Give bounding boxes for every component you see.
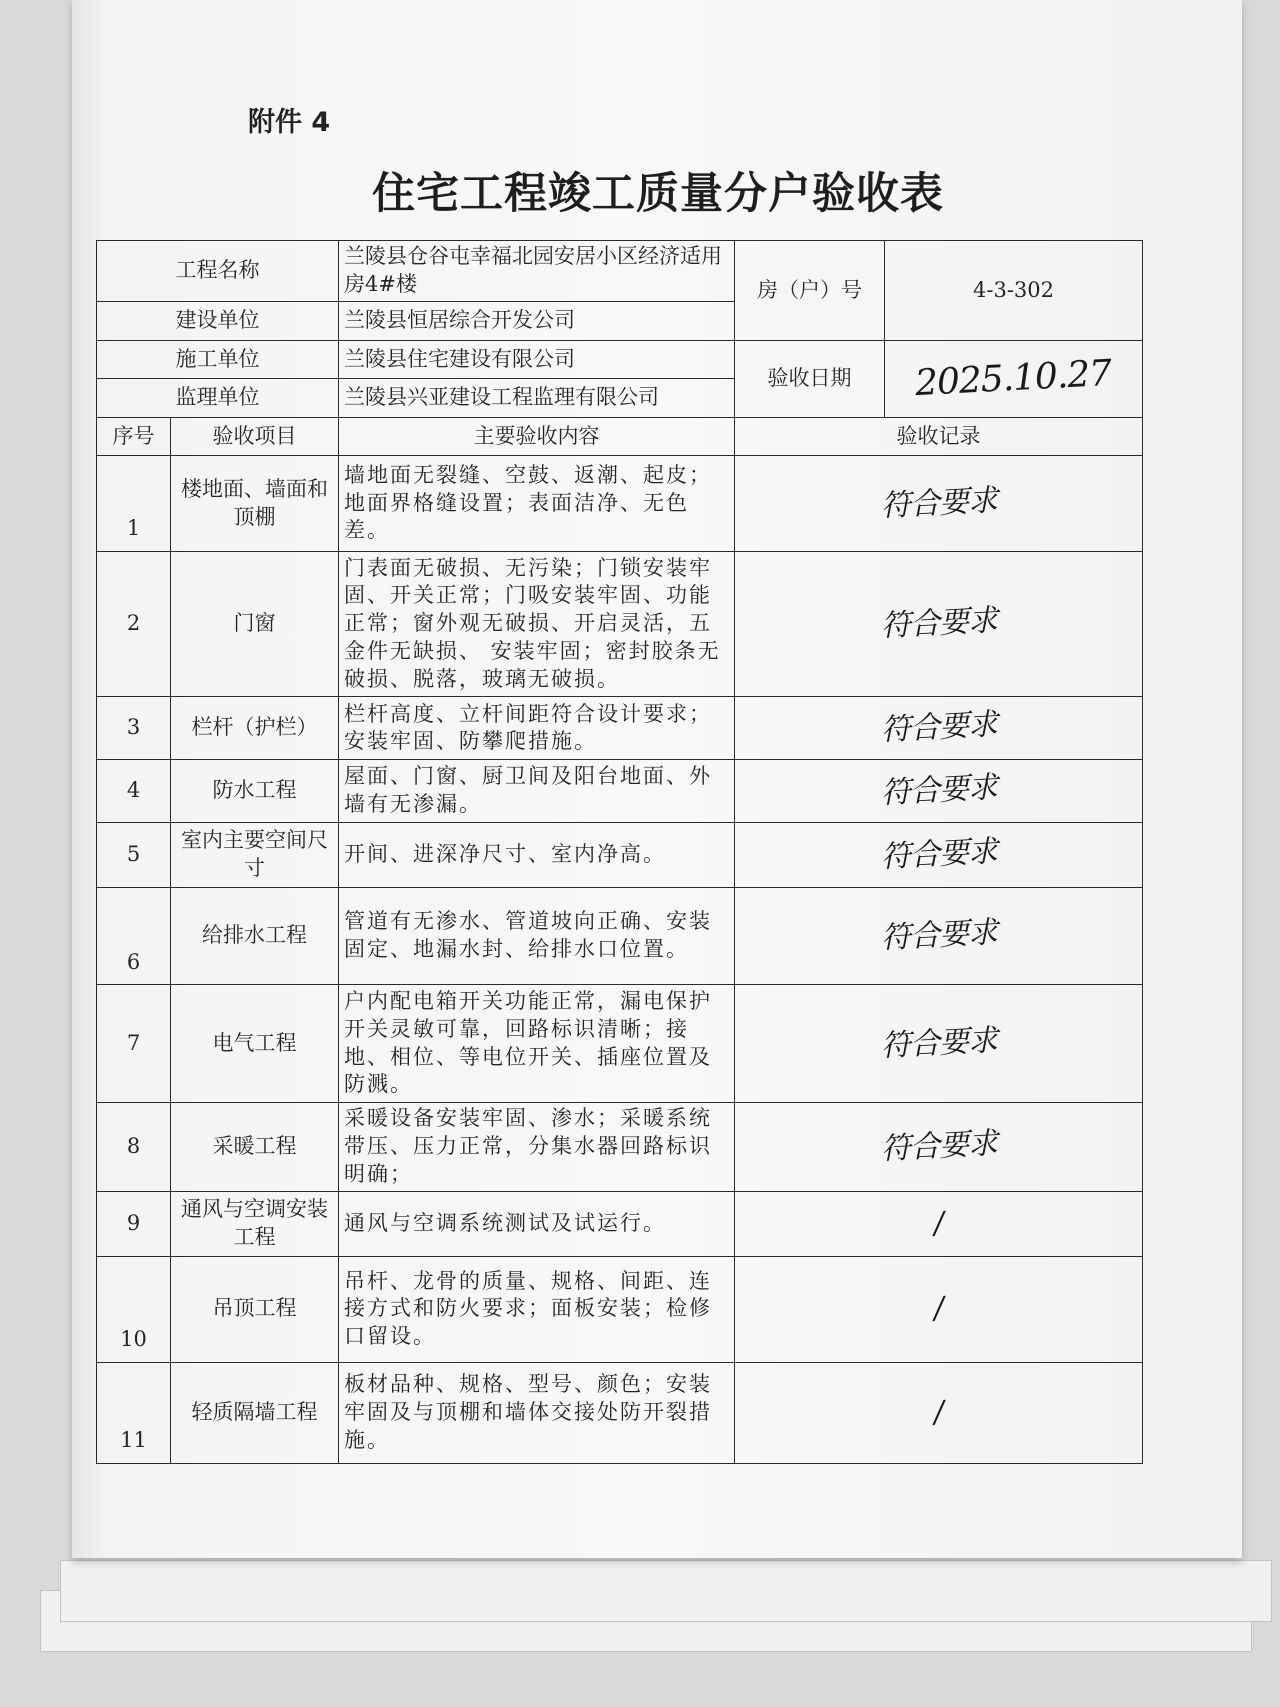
project-name-label: 工程名称 [97,241,339,302]
row-number: 10 [97,1257,171,1362]
row-number: 1 [97,456,171,551]
handwritten-slash: / [933,1206,944,1242]
row-item: 防水工程 [171,760,339,823]
header-row [97,241,1143,302]
table-row [97,760,1143,823]
row-item: 楼地面、墙面和顶棚 [171,456,339,551]
table-row [97,823,1143,888]
table-row [97,985,1143,1103]
unit-no-value: 4-3-302 [885,241,1143,341]
builder-value: 兰陵县恒居综合开发公司 [339,302,735,341]
row-item: 采暖工程 [171,1102,339,1191]
row-content: 屋面、门窗、厨卫间及阳台地面、外墙有无渗漏。 [339,760,735,823]
table-row [97,697,1143,760]
row-content: 门表面无破损、无污染；门锁安装牢固、开关正常；门吸安装牢固、功能正常；窗外观无破损、开启灵活，五金件无缺损、 安装牢固；密封胶条无破损、脱落，玻璃无破损。 [339,551,735,697]
builder-label: 建设单位 [97,302,339,341]
row-record [735,1362,1143,1463]
row-record [735,760,1143,823]
row-item: 电气工程 [171,985,339,1103]
handwritten-slash: / [933,1394,944,1431]
row-record [735,697,1143,760]
header-row [97,340,1143,379]
row-content: 开间、进深净尺寸、室内净高。 [339,823,735,888]
table-row [97,1362,1143,1463]
supervisor-value: 兰陵县兴亚建设工程监理有限公司 [339,379,735,418]
table-row [97,456,1143,551]
handwritten-record: 符合要求 [879,482,998,524]
row-record [735,887,1143,984]
column-header: 序号 [97,417,171,456]
table-row [97,887,1143,984]
row-record [735,1192,1143,1257]
supervisor-label: 监理单位 [97,379,339,418]
constructor-value: 兰陵县住宅建设有限公司 [339,340,735,379]
row-content: 吊杆、龙骨的质量、规格、间距、连接方式和防火要求；面板安装；检修口留设。 [339,1257,735,1362]
constructor-label: 施工单位 [97,340,339,379]
handwritten-record: 符合要求 [879,834,998,876]
handwritten-record: 符合要求 [879,1126,998,1168]
row-content: 通风与空调系统测试及试运行。 [339,1192,735,1257]
row-number: 5 [97,823,171,888]
row-number: 8 [97,1102,171,1191]
project-name-value: 兰陵县仓谷屯幸福北园安居小区经济适用房4#楼 [339,241,735,302]
row-number: 6 [97,887,171,984]
handwritten-record: 符合要求 [879,1022,998,1064]
row-content: 管道有无渗水、管道坡向正确、安装固定、地漏水封、给排水口位置。 [339,887,735,984]
row-record [735,1102,1143,1191]
handwritten-record: 符合要求 [879,707,998,749]
row-content: 采暖设备安装牢固、渗水；采暖系统带压、压力正常，分集水器回路标识明确； [339,1102,735,1191]
handwritten-date: 2025.10.27 [914,352,1113,405]
date-value [885,340,1143,417]
handwritten-slash: / [933,1291,944,1327]
row-item: 轻质隔墙工程 [171,1362,339,1463]
row-item: 栏杆（护栏） [171,697,339,760]
page-title: 住宅工程竣工质量分户验收表 [372,169,944,219]
row-item: 室内主要空间尺寸 [171,823,339,888]
table-row [97,551,1143,697]
row-number: 11 [97,1362,171,1463]
row-record [735,1257,1143,1362]
row-record [735,823,1143,888]
row-content: 栏杆高度、立杆间距符合设计要求；安装牢固、防攀爬措施。 [339,697,735,760]
handwritten-record: 符合要求 [879,915,998,957]
row-content: 板材品种、规格、型号、颜色；安装牢固及与顶棚和墙体交接处防开裂措施。 [339,1362,735,1463]
row-record [735,551,1143,697]
date-label: 验收日期 [735,340,885,417]
row-item: 通风与空调安装工程 [171,1192,339,1257]
row-item: 吊顶工程 [171,1257,339,1362]
handwritten-record: 符合要求 [879,603,998,645]
column-header: 验收项目 [171,417,339,456]
row-number: 2 [97,551,171,697]
column-header-row [97,417,1143,456]
row-item: 给排水工程 [171,887,339,984]
inspection-table [96,240,1143,1464]
attachment-label: 附件 4 [248,107,331,138]
paper-stack-edge [60,1560,1272,1622]
column-header: 验收记录 [735,417,1143,456]
row-record [735,456,1143,551]
row-number: 3 [97,697,171,760]
row-record [735,985,1143,1103]
unit-no-label: 房（户）号 [735,241,885,341]
row-number: 9 [97,1192,171,1257]
row-item: 门窗 [171,551,339,697]
table-row [97,1257,1143,1362]
row-content: 墙地面无裂缝、空鼓、返潮、起皮；地面界格缝设置；表面洁净、无色差。 [339,456,735,551]
handwritten-record: 符合要求 [879,770,998,812]
table-row [97,1102,1143,1191]
row-number: 4 [97,760,171,823]
row-content: 户内配电箱开关功能正常，漏电保护开关灵敏可靠，回路标识清晰；接地、相位、等电位开关、插座位置及防溅。 [339,985,735,1103]
row-number: 7 [97,985,171,1103]
column-header: 主要验收内容 [339,417,735,456]
table-row [97,1192,1143,1257]
